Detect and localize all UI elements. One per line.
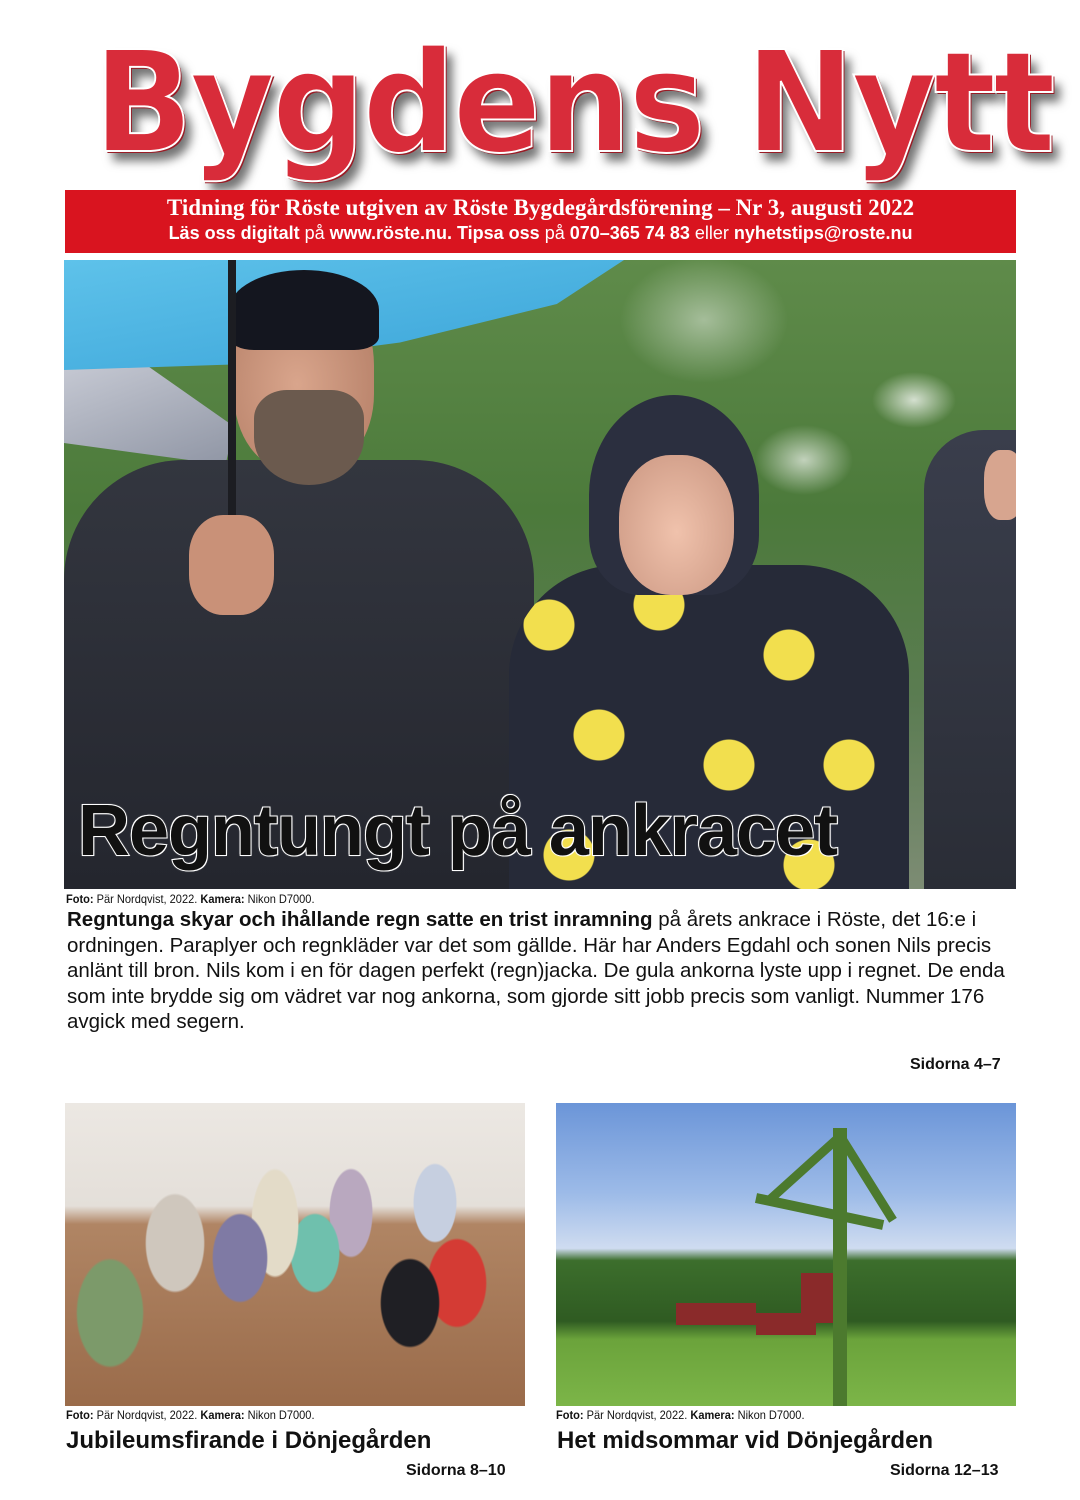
newspaper-title: Bygdens Nytt	[93, 22, 1053, 185]
midsummer-photo	[556, 1103, 1016, 1406]
main-headline: Regntungt på ankracet	[78, 791, 838, 871]
jubilee-pages[interactable]: Sidorna 8–10	[406, 1462, 506, 1479]
website-link[interactable]: www.röste.nu. Tipsa oss	[329, 223, 540, 243]
maypole	[833, 1128, 847, 1406]
banner-publisher-line: Tidning för Röste utgiven av Röste Bygdegårdsförening – Nr 3, augusti 2022	[166, 195, 915, 220]
email-link[interactable]: nyhetstips@roste.nu	[733, 223, 913, 243]
info-banner	[65, 190, 1016, 253]
maypole-arm-left	[764, 1132, 844, 1206]
banner-read-digital: Läs oss digitalt	[168, 223, 300, 243]
lead-body: på årets ankrace i Röste, det 16:e i ordningen. Paraplyer och regnkläder var det som gällde. Här har Anders Egdahl och sonen Nils precis anlänt till bron. Nils kom i en för dagen perfekt (regn)jacka. De gula ankorna lyste upp i regnet. De enda som inte brydde sig om vädret var nog ankorna, som gjorde sitt jobb precis som vanligt. Nummer 176 avgick med segern.	[67, 908, 1005, 1033]
midsummer-pages[interactable]: Sidorna 12–13	[890, 1462, 999, 1479]
masthead	[60, 20, 1053, 188]
jubilee-photo-credit: Foto: Pär Nordqvist, 2022. Kamera: Nikon D7000.	[66, 1408, 315, 1422]
red-house	[676, 1303, 756, 1325]
lead-bold-intro: Regntunga skyar och ihållande regn satte en trist inramning	[67, 908, 653, 931]
hand-shape	[189, 515, 274, 615]
midsummer-photo-credit: Foto: Pär Nordqvist, 2022. Kamera: Nikon D7000.	[556, 1408, 805, 1422]
people-in-hall	[65, 1163, 525, 1406]
jubilee-headline: Jubileumsfirande i Dönjegården	[66, 1427, 432, 1454]
main-photo-credit: Foto: Pär Nordqvist, 2022. Kamera: Nikon D7000.	[66, 892, 315, 906]
maypole-crossbar	[755, 1193, 884, 1230]
jubilee-photo	[65, 1103, 525, 1406]
phone-number[interactable]: 070–365 74 83	[569, 223, 690, 243]
banner-contact-line: Läs oss digitalt på www.röste.nu. Tipsa oss på 070–365 74 83 eller nyhetstips@roste.nu	[168, 223, 913, 243]
main-story-lead	[67, 907, 1027, 1035]
main-story-photo	[64, 260, 1016, 889]
midsummer-headline: Het midsommar vid Dönjegården	[557, 1427, 934, 1454]
main-story-pages[interactable]: Sidorna 4–7	[910, 1056, 1001, 1073]
